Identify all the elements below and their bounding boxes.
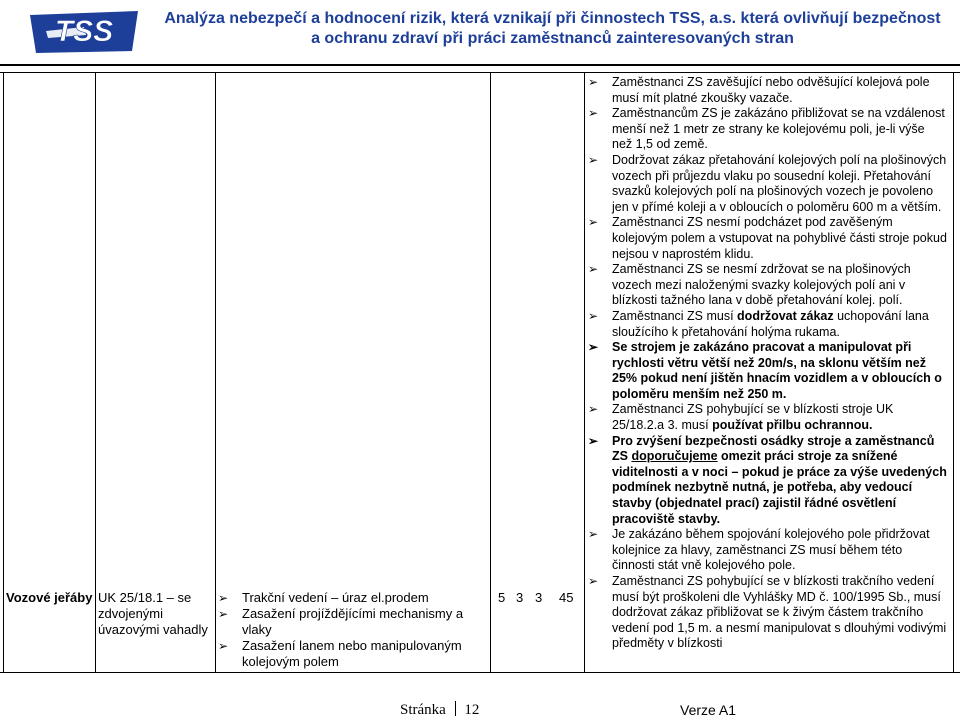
arrow-bullet-icon: ➢ xyxy=(588,340,599,355)
arrow-bullet-icon: ➢ xyxy=(588,574,599,588)
measure-item: ➢ Pro zvýšení bezpečnosti osádky stroje a zaměstnanců ZS doporučujeme omezit práci stroje za snížené viditelnosti a v noci – pokud je práce za výše uvedených podmínek nezbytně nutná, je potřeba, aby vedoucí stavby (objednatel prací) zajistil řádné osvětlení pracoviště stavby. xyxy=(588,433,947,526)
arrow-bullet-icon: ➢ xyxy=(588,262,599,277)
arrow-bullet-icon: ➢ xyxy=(588,308,599,323)
measure-item: ➢ Zaměstnanci ZS nesmí podcházet pod zavěšeným kolejovým polem a vstupovat na pohyblivé části stroje pokud nejsou v naprostém klidu. xyxy=(588,215,947,261)
arrow-bullet-icon: ➢ xyxy=(588,527,599,542)
tss-logo xyxy=(26,5,142,57)
table-border-right xyxy=(953,72,954,673)
page-indicator xyxy=(400,701,479,719)
arrow-bullet-icon: ➢ xyxy=(218,591,229,605)
page-title xyxy=(150,9,955,49)
measure-item: ➢ Zaměstnanci ZS pohybující se v blízkosti trakčního vedení musí být proškoleni dle Vyhlášky MD č. 100/1995 Sb., musí dodržovat zákaz přibližovat se k živým částem trakčního vedení pod 1,5 m. a nesmí manipulovat s dlouhými vodivými předměty v blízkosti xyxy=(588,574,947,651)
page-number: 12 xyxy=(464,702,480,718)
page-separator xyxy=(455,701,456,716)
table-col-divider xyxy=(95,72,96,673)
page-header xyxy=(0,0,960,64)
score-c: 3 xyxy=(535,590,543,605)
table-col-divider xyxy=(490,72,491,673)
table-col-divider xyxy=(584,72,585,673)
logo-text: TSS xyxy=(54,15,114,48)
score-b: 3 xyxy=(516,590,524,605)
measure-item: ➢ Zaměstnanci ZS zavěšující nebo odvěšující kolejová pole musí mít platné zkoušky vazače. xyxy=(588,75,930,105)
arrow-bullet-icon: ➢ xyxy=(218,607,229,621)
measure-item: ➢ Zaměstnanci ZS se nesmí zdržovat se na plošinových vozech mezi naloženými svazky kolejových polí ani v blízkosti tažného lana v době přetahování kolej. polí. xyxy=(588,262,911,308)
hazard-item: ➢ Zasažení lanem nebo manipulovaným kolejovým polem xyxy=(218,638,462,669)
arrow-bullet-icon: ➢ xyxy=(588,215,599,230)
arrow-bullet-icon: ➢ xyxy=(588,402,599,417)
arrow-bullet-icon: ➢ xyxy=(218,639,229,653)
measure-item: ➢ Zaměstnancům ZS je zakázáno přibližovat se na vzdálenost menší než 1 metr ze strany ke kolejovému poli, je-li výše než 1,5 od země. xyxy=(588,106,945,152)
hazard-item: ➢ Trakční vedení – úraz el.prodem xyxy=(218,590,429,605)
measure-item: ➢ Zaměstnanci ZS musí dodržovat zákaz uchopování lana sloužícího k přetahování holýma rukama. xyxy=(588,308,929,339)
measure-item: ➢ Je zakázáno během spojování kolejového pole přidržovat kolejnice za hlavy, zaměstnanci ZS musí během této činnosti stát vně kolejového pole. xyxy=(588,527,930,573)
table-col-divider xyxy=(215,72,216,673)
page-label: Stránka xyxy=(400,702,446,718)
measure-item: ➢ Zaměstnanci ZS pohybující se v blízkosti stroje UK 25/18.2.a 3. musí používat přilbu ochrannou. xyxy=(588,402,894,433)
table-top-border xyxy=(0,72,960,73)
header-divider xyxy=(0,64,960,66)
measures-cell xyxy=(588,75,948,652)
arrow-bullet-icon: ➢ xyxy=(588,106,599,121)
score-a: 5 xyxy=(498,590,506,605)
table-border-left xyxy=(3,72,4,673)
arrow-bullet-icon: ➢ xyxy=(588,75,599,89)
title-line-2: a ochranu zdraví při práci zaměstnanců zainteresovaných stran xyxy=(311,30,794,47)
score-total: 45 xyxy=(559,590,574,605)
title-line-1: Analýza nebezpečí a hodnocení rizik, která vznikají při činnostech TSS, a.s. která ovlivňují bezpečnost xyxy=(164,10,941,27)
arrow-bullet-icon: ➢ xyxy=(588,152,599,167)
reference-cell: UK 25/18.1 – se zdvojenými úvazovými vahadly xyxy=(98,590,208,637)
hazards-cell xyxy=(218,590,486,670)
measure-item: ➢ Se strojem je zakázáno pracovat a manipulovat při rychlosti větru větší než 20m/s, na sklonu větším než 25% pokud není jištěn hnacím vozidlem a v obloucích o poloměru menším než 250 m. xyxy=(588,340,942,401)
activity-cell: Vozové jeřáby xyxy=(6,590,93,605)
measure-item: ➢ Dodržovat zákaz přetahování kolejových polí na plošinových vozech při průjezdu vlaku po sousední koleji. Přetahování svazků kolejových polí na plošinových vozech je povoleno jen v přímé koleji a v obloucích o poloměru 600 m a větším. xyxy=(588,152,947,214)
table-bottom-border xyxy=(0,672,960,673)
hazard-item: ➢ Zasažení projíždějícími mechanismy a vlaky xyxy=(218,606,464,637)
arrow-bullet-icon: ➢ xyxy=(588,433,599,448)
version-label: Verze A1 xyxy=(680,702,737,718)
